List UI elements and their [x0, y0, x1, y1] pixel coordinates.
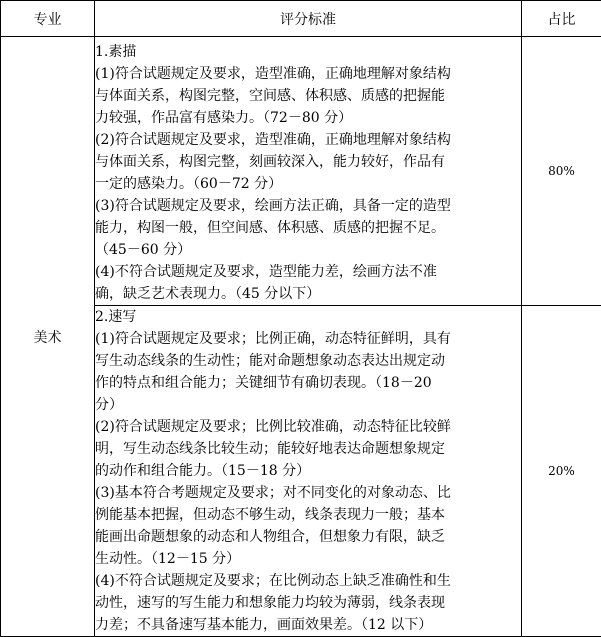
criteria-line: 写生动态线条的生动性；能对命题想象动态表达出规定动 [95, 350, 521, 372]
ratio-cell-sketch: 80% [522, 37, 601, 306]
criteria-line: 一定的感染力。（60－72 分） [95, 173, 521, 195]
major-cell: 美术 [1, 37, 95, 637]
criteria-line: 力较强，作品富有感染力。（72－80 分） [95, 107, 521, 129]
header-row [1, 1, 601, 37]
criteria-line: (3)符合试题规定及要求，绘画方法正确，具备一定的造型 [95, 195, 521, 217]
criteria-line: (1)符合试题规定及要求，造型准确，正确地理解对象结构 [95, 63, 521, 85]
header-major: 专业 [1, 1, 95, 37]
header-ratio: 占比 [522, 1, 601, 37]
criteria-line: 力差；不具备速写基本能力，画面效果差。（12 以下） [95, 614, 521, 636]
criteria-line: 的动作和组合能力。（15－18 分） [95, 460, 521, 482]
criteria-line: (2)符合试题规定及要求，造型准确，正确地理解对象结构 [95, 129, 521, 151]
criteria-line: (4)不符合试题规定及要求，造型能力差，绘画方法不准 [95, 261, 521, 283]
criteria-cell-quick-sketch [95, 306, 522, 637]
criteria-line: 分） [95, 394, 521, 416]
criteria-line: (1)符合试题规定及要求；比例正确，动态特征鲜明，具有 [95, 328, 521, 350]
criteria-line: 能画出命题想象的动态和人物组合，但想象力有限，缺乏 [95, 526, 521, 548]
criteria-line: 例能基本把握，但动态不够生动，线条表现力一般；基本 [95, 504, 521, 526]
ratio-cell-quick-sketch: 20% [522, 306, 601, 637]
criteria-line: (2)符合试题规定及要求；比例比较准确，动态特征比较鲜 [95, 416, 521, 438]
criteria-line: 与体面关系，构图完整，刻画较深入，能力较好，作品有 [95, 151, 521, 173]
criteria-line: 动性，速写的写生能力和想象能力均较为薄弱，线条表现 [95, 592, 521, 614]
criteria-line: 2.速写 [95, 306, 521, 328]
table-row-sketch [1, 37, 601, 306]
criteria-line: 明，写生动态线条比较生动；能较好地表达命题想象规定 [95, 438, 521, 460]
criteria-line: 能力，构图一般，但空间感、体积感、质感的把握不足。 [95, 217, 521, 239]
criteria-line: （45－60 分） [95, 239, 521, 261]
criteria-cell-sketch [95, 37, 522, 306]
criteria-line: 生动性。（12－15 分） [95, 548, 521, 570]
criteria-line: (3)基本符合考题规定及要求；对不同变化的对象动态、比 [95, 482, 521, 504]
criteria-line: 确，缺乏艺术表现力。（45 分以下） [95, 283, 521, 305]
criteria-line: 1.素描 [95, 41, 521, 63]
criteria-line: 与体面关系，构图完整，空间感、体积感、质感的把握能 [95, 85, 521, 107]
criteria-line: 作的特点和组合能力；关键细节有确切表现。（18－20 [95, 372, 521, 394]
header-criteria: 评分标准 [95, 1, 522, 37]
criteria-line: (4)不符合试题规定及要求；在比例动态上缺乏准确性和生 [95, 570, 521, 592]
